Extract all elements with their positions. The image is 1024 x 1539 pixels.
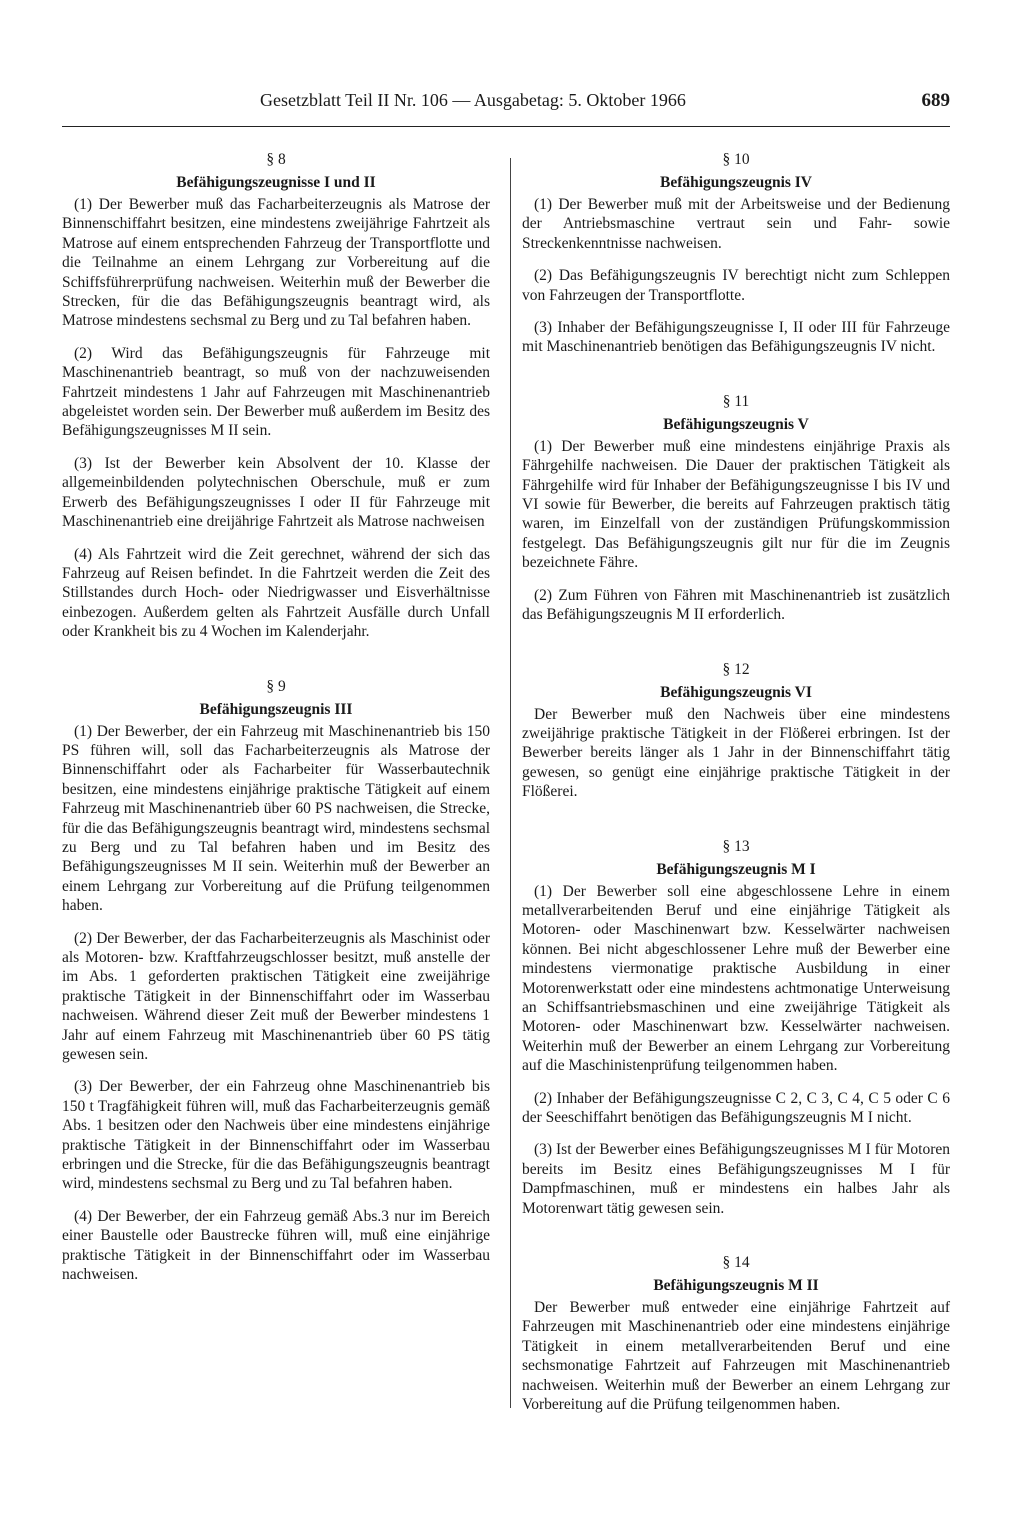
- section-14: [522, 1253, 950, 1414]
- section-title: Befähigungszeugnisse I und II: [176, 174, 376, 191]
- section-number: § 12: [722, 660, 750, 678]
- section-number: § 14: [722, 1254, 750, 1272]
- section-title: Befähigungszeugnis M II: [653, 1277, 819, 1295]
- section-8: [62, 150, 490, 642]
- page-number: 689: [921, 90, 950, 111]
- section-title: Befähigungszeugnis VI: [660, 683, 812, 701]
- section-number: § 13: [722, 837, 750, 855]
- paragraph: (4) Als Fahrtzeit wird die Zeit gerechnet, während der sich das Fahrzeug auf Reisen befindet. In die Fahrtzeit werden die Zeit des Stillstandes durch Hoch- oder Niedrigwasser und Eisverhältnisse einbezogen. Außerdem gelten als Fahrtzeit Ausfälle durch Unfall oder Krankheit bis zu 4 Wochen im Kalenderjahr.: [62, 545, 490, 641]
- section-number: § 10: [722, 151, 750, 168]
- section-title: Befähigungszeugnis III: [199, 700, 353, 718]
- paragraph: Der Bewerber muß entweder eine einjährige Fahrtzeit auf Fahrzeugen mit Maschinenantrieb oder eine mindestens einjährige Tätigkeit in einem metallverarbeitenden Beruf und eine sechsmonatige Fahrtzeit auf Fahrzeugen mit Maschinenantrieb nachweisen. Weiterhin muß der Bewerber an einem Lehrgang zur Vorbereitung auf die Prüfung teilgenommen haben.: [522, 1299, 950, 1414]
- paragraph: (1) Der Bewerber, der ein Fahrzeug mit Maschinenantrieb bis 150 PS führen will, soll das Facharbeiterzeugnis als Matrose der Binnenschiffahrt oder als Facharbeiter für Wasserbautechnik besitzen, eine mindestens einjährige praktische Tätigkeit auf einem Fahrzeug mit Maschinenantrieb über 60 PS nachweisen, die Strecke, für die das Befähigungszeugnis beantragt wird, mindestens sechsmal zu Berg und zu Tal befahren haben und im Besitz des Befähigungszeugnisses M II sein. Weiterhin muß der Bewerber an einem Lehrgang zur Vorbereitung auf die Prüfung teilgenommen haben.: [62, 722, 490, 915]
- paragraph: (4) Der Bewerber, der ein Fahrzeug gemäß Abs.3 nur im Bereich einer Baustelle oder Baustrecke führen will, muß eine einjährige praktische Tätigkeit in der Binnenschiffahrt oder im Wasserbau nachweisen.: [62, 1207, 490, 1284]
- paragraph: (1) Der Bewerber soll eine abgeschlossene Lehre in einem metallverarbeitenden Beruf und eine einjährige Tätigkeit als Motoren- oder Maschinenwart bzw. Kesselwärter nachweisen können. Bei nicht abgeschlossener Lehre muß der Bewerber eine mindestens viermonatige praktische Ausbildung in einer Motorenwerkstatt oder eine mindestens achtmonatige Unterweisung an Schiffsantriebsmaschinen und eine zweijährige Tätigkeit als Motoren- oder Maschinenwart bzw. Kesselwärter nachweisen. Weiterhin muß der Bewerber an einem Lehrgang zur Vorbereitung auf die Maschinistenprüfung teilgenommen haben.: [522, 882, 950, 1075]
- paragraph: (2) Zum Führen von Fähren mit Maschinenantrieb ist zusätzlich das Befähigungszeugnis M II erforderlich.: [522, 586, 950, 624]
- section-title: Befähigungszeugnis IV: [659, 174, 813, 191]
- section-title: Befähigungszeugnis V: [663, 415, 809, 433]
- section-number: § 8: [266, 151, 286, 168]
- header-title: Gesetzblatt Teil II Nr. 106 — Ausgabetag: 5. Oktober 1966: [260, 90, 686, 110]
- section-13: [522, 837, 950, 1219]
- paragraph: (2) Das Befähigungszeugnis IV berechtigt nicht zum Schleppen von Fahrzeugen der Transportflotte.: [522, 267, 950, 304]
- section-12: [522, 660, 950, 802]
- section-9: [62, 677, 490, 1285]
- paragraph: (3) Inhaber der Befähigungszeugnisse I, II oder III für Fahrzeuge mit Maschinenantrieb benötigen das Befähigungszeugnis IV nicht.: [522, 319, 950, 356]
- section-10: [522, 150, 950, 357]
- page-header: [62, 90, 950, 114]
- paragraph: (3) Ist der Bewerber kein Absolvent der 10. Klasse der allgemeinbildenden polytechnischen Oberschule, muß er zum Erwerb des Befähigungszeugnisses I oder II für Fahrzeuge mit Maschinenantrieb eine dreijährige Fahrtzeit als Matrose nachweisen: [62, 454, 490, 531]
- paragraph: (2) Wird das Befähigungszeugnis für Fahrzeuge mit Maschinenantrieb beantragt, so muß von der nachzuweisenden Fahrtzeit mindestens 1 Jahr auf Fahrzeugen mit Maschinenantrieb abgeleistet worden sein. Der Bewerber muß außerdem im Besitz des Befähigungszeugnisses M II sein.: [62, 344, 490, 440]
- paragraph: (1) Der Bewerber muß mit der Arbeitsweise und der Bedienung der Antriebsmaschine vertraut sein und Fahr- sowie Streckenkenntnisse nachweisen.: [522, 196, 950, 252]
- section-number: § 9: [266, 677, 286, 695]
- left-column: [62, 150, 490, 1298]
- paragraph: Der Bewerber muß den Nachweis über eine mindestens zweijährige praktische Tätigkeit in der Flößerei erbringen. Ist der Bewerber bereits länger als 1 Jahr in der Binnenschiffahrt tätig gewesen, so genügt eine einjährige praktische Tätigkeit in der Flößerei.: [522, 705, 950, 801]
- paragraph: (2) Inhaber der Befähigungszeugnisse C 2, C 3, C 4, C 5 oder C 6 der Seeschiffahrt benötigen das Befähigungszeugnis M I nicht.: [522, 1089, 950, 1126]
- paragraph: (3) Der Bewerber, der ein Fahrzeug ohne Maschinenantrieb bis 150 t Tragfähigkeit führen will, muß das Facharbeiterzeugnis gemäß Abs. 1 besitzen oder den Nachweis über eine mindestens einjährige praktische Tätigkeit in der Binnenschiffahrt oder im Wasserbau erbringen und die Strecke, für die das Befähigungszeugnis beantragt wird, mindestens sechsmal zu Berg und zu Tal befahren haben.: [62, 1078, 490, 1193]
- column-divider: [510, 158, 511, 1408]
- paragraph: (2) Der Bewerber, der das Facharbeiterzeugnis als Maschinist oder als Motoren- bzw. Kraftfahrzeugschlosser besitzt, muß anstelle der im Abs. 1 geforderten praktischen Tätigkeit eine zweijährige praktische Tätigkeit in der Binnenschiffahrt oder im Wasserbau nachweisen. Während dieser Zeit muß der Bewerber mindestens 1 Jahr auf einem Fahrzeug mit Maschinenantrieb über 60 PS tätig gewesen sein.: [62, 929, 490, 1064]
- header-rule: [62, 126, 950, 127]
- section-11: [522, 392, 950, 625]
- paragraph: (1) Der Bewerber muß eine mindestens einjährige Praxis als Fährgehilfe nachweisen. Die Dauer der praktischen Tätigkeit als Fährgehilfe wird für Inhaber der Befähigungszeugnisse I bis IV und VI sowie für Bewerber, die bereits auf Fahrzeugen praktisch tätig waren, im Einzelfall von der zuständigen Prüfungskommission festgelegt. Das Befähigungszeugnis gilt nur für die im Zeugnis bezeichnete Fähre.: [522, 437, 950, 572]
- section-number: § 11: [722, 392, 750, 410]
- right-column: [522, 150, 950, 1427]
- paragraph: (3) Ist der Bewerber eines Befähigungszeugnisses M I für Motoren bereits im Besitz eines Befähigungszeugnisses M I für Dampfmaschinen, muß er mindestens ein halbes Jahr als Motorenwart tätig gewesen sein.: [522, 1141, 950, 1217]
- paragraph: (1) Der Bewerber muß das Facharbeiterzeugnis als Matrose der Binnenschiffahrt besitzen, eine mindestens zweijährige Fahrtzeit als Matrose auf einem entsprechenden Fahrzeug der Transportflotte und die Teilnahme an einem Lehrgang zur Vorbereitung auf die Schiffsführerprüfung nachweisen. Weiterhin muß der Bewerber die Strecken, für die das Befähigungszeugnis beantragt wird, als Matrose mindestens sechsmal zu Berg und zu Tal befahren haben.: [62, 196, 490, 330]
- section-title: Befähigungszeugnis M I: [656, 860, 816, 878]
